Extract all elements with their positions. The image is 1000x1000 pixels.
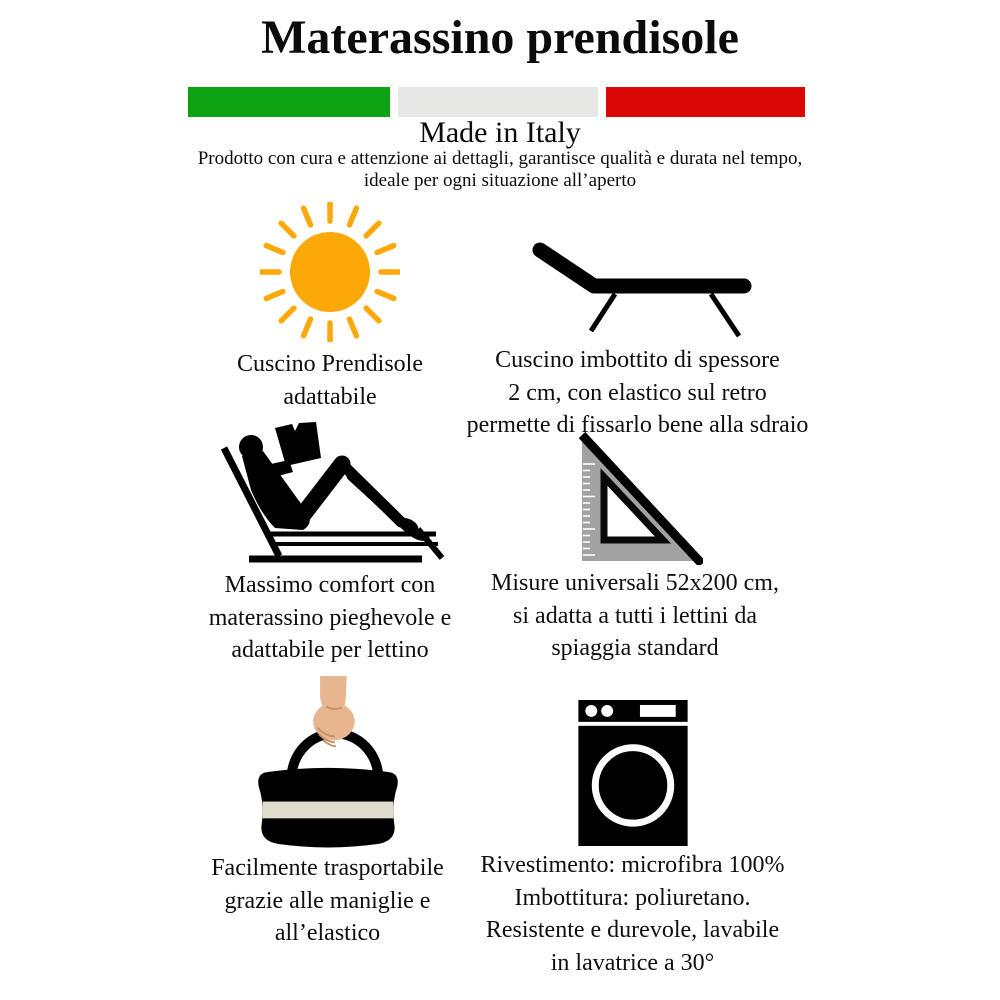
feature-washable <box>445 700 820 979</box>
caption-line: Misure universali 52x200 cm, <box>491 570 779 596</box>
caption-line: Resistente e durevole, lavabile <box>485 917 780 943</box>
feature-sun-adaptable <box>230 202 430 413</box>
caption-line: Facilmente trasportabile <box>211 855 444 881</box>
caption-line: all’elastico <box>274 920 381 946</box>
subtitle <box>0 148 1000 192</box>
italian-flag-bar <box>188 87 805 117</box>
caption-line: si adatta a tutti i lettini da <box>513 602 757 629</box>
flag-red-segment <box>606 87 805 117</box>
page-title: Materassino prendisole <box>261 11 739 64</box>
flag-white-segment <box>398 87 598 117</box>
made-in-italy-label: Made in Italy <box>419 116 581 149</box>
carry-bag-icon <box>243 676 413 849</box>
caption-line: Rivestimento: microfibra 100% <box>480 852 785 878</box>
caption-line: materassino pieghevole e <box>208 604 452 631</box>
caption-line: adattabile per lettino <box>231 637 429 663</box>
feature-caption <box>230 348 430 413</box>
subtitle-line-1: Prodotto con cura e attenzione ai dettagli, garantisce qualità e durata nel tempo, <box>197 148 803 169</box>
feature-caption <box>450 567 820 665</box>
feature-caption <box>445 849 820 979</box>
caption-line: in lavatrice a 30° <box>550 949 715 976</box>
feature-caption <box>180 852 475 950</box>
caption-line: adattabile <box>283 383 377 410</box>
caption-line: spiaggia standard <box>551 635 719 661</box>
sun-icon <box>260 202 400 342</box>
subtitle-line-2: ideale per ogni situazione all’aperto <box>363 170 637 191</box>
sun-lounger-icon <box>518 236 758 341</box>
feature-transportable <box>180 676 475 950</box>
caption-line: Massimo comfort con <box>224 572 436 598</box>
caption-line: Imbottitura: poliuretano. <box>514 884 751 911</box>
feature-universal-size <box>450 432 820 665</box>
feature-padded-cushion <box>445 236 830 442</box>
caption-line: Cuscino Prendisole <box>237 351 423 377</box>
caption-line: grazie alle maniglie e <box>224 887 431 914</box>
flag-green-segment <box>188 87 390 117</box>
caption-line: permette di fissarlo bene alla sdraio <box>466 412 809 438</box>
feature-caption <box>445 344 830 442</box>
set-square-icon <box>568 432 703 565</box>
person-reading-on-lounger-icon <box>215 422 445 567</box>
feature-comfort <box>200 422 460 667</box>
caption-line: Cuscino imbottito di spessore <box>495 347 780 373</box>
caption-line: 2 cm, con elastico sul retro <box>508 379 767 406</box>
feature-caption <box>200 569 460 667</box>
washing-machine-icon <box>578 700 688 847</box>
